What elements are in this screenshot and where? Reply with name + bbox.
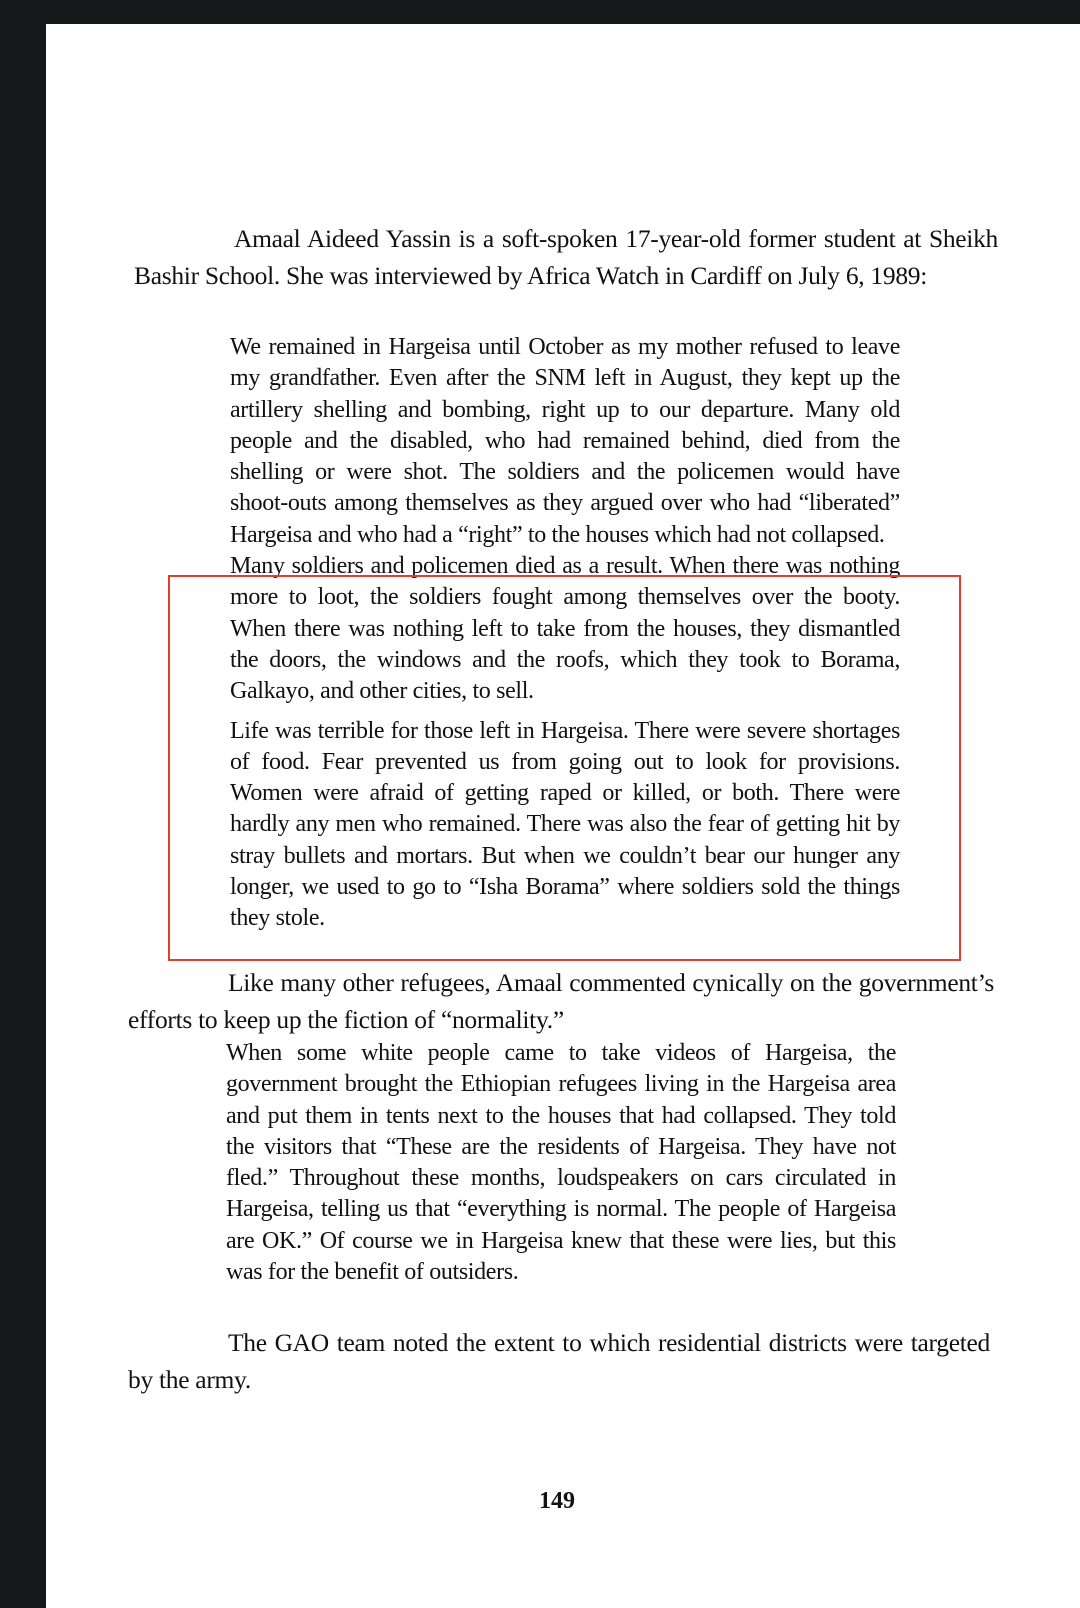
middle-paragraph: Like many other refugees, Amaal commented cynically on the government’s efforts to keep up the fiction of “normality.” [128, 968, 994, 1034]
quote-1-part-c: Life was terrible for those left in Hargeisa. There were severe shortages of food. Fear prevented us from going out to look for provisions. Women were afraid of getting raped or killed, or both. There were hardly any men who remained. There was also the fear of getting hit by stray bullets and mortars. But when we couldn’t bear our hunger any longer, we used to go to “Isha Borama” where soldiers sold the things they stole. [230, 717, 900, 932]
highlight-box [168, 575, 961, 961]
quote-1-part-b: Many soldiers and policemen died as a result. When there was nothing more to loot, the soldiers fought among themselves over the booty. When there was nothing left to take from the houses, they dismantled the doors, the windows and the roofs, which they took to Borama, Galkayo, and other cities, to sell. [230, 553, 900, 705]
quote-block-2: When some white people came to take videos of Hargeisa, the government brought the Ethiopian refugees living in the Hargeisa area and put them in tents next to the houses that had collapsed. They told the visitors that “These are the residents of Hargeisa. They have not fled.” Throughout these months, loudspeakers on cars circulated in Hargeisa, telling us that “everything is normal. The people of Hargeisa are OK.” Of course we in Hargeisa knew that these were lies, but this was for the benefit of outsiders. [226, 1040, 896, 1286]
document-page [46, 24, 1080, 1608]
final-paragraph: The GAO team noted the extent to which residential districts were targeted by the army. [128, 1328, 990, 1394]
intro-paragraph: Amaal Aideed Yassin is a soft-spoken 17-year-old former student at Sheikh Bashir School. She was interviewed by Africa Watch in Cardiff on July 6, 1989: [134, 224, 998, 290]
page-number: 149 [539, 1488, 575, 1514]
quote-1-part-a: We remained in Hargeisa until October as my mother refused to leave my grandfather. Even after the SNM left in August, they kept up the artillery shelling and bombing, right up to our departure. Many old people and the disabled, who had remained behind, died from the shelling or were shot. The soldiers and the policemen would have shoot-outs among themselves as they argued over who had “liberated” Hargeisa and who had a “right” to the houses which had not collapsed. [230, 334, 900, 548]
